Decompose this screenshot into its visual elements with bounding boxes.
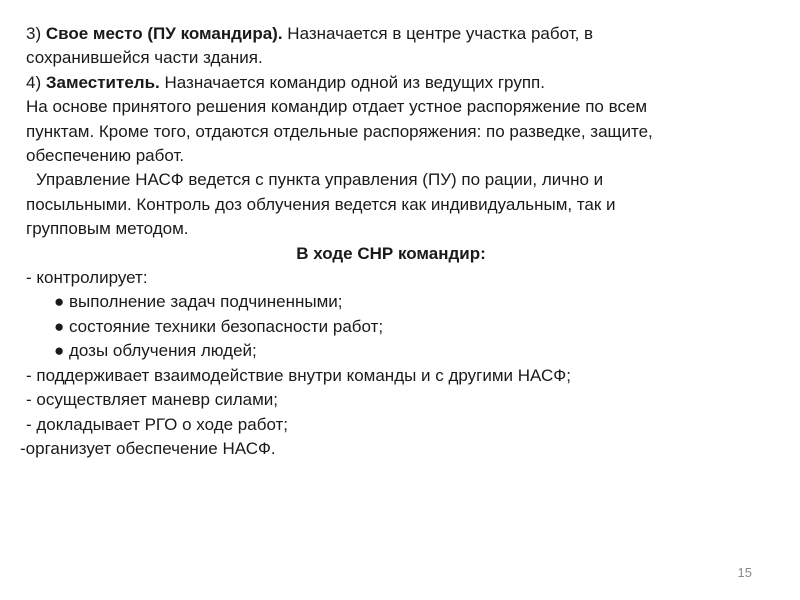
item-4-text: Назначается командир одной из ведущих групп.	[164, 72, 545, 92]
item-4-line	[26, 71, 776, 95]
slide-text-body	[20, 22, 776, 461]
bullet-item: ● выполнение задач подчиненными;	[54, 292, 343, 312]
controls-label: - контролирует:	[26, 268, 148, 288]
section-heading: В ходе СНР командир:	[296, 243, 486, 263]
duty-item: - осуществляет маневр силами;	[26, 390, 279, 410]
paragraph-2-line: групповым методом.	[26, 219, 189, 239]
duty-item: - докладывает РГО о ходе работ;	[26, 414, 289, 434]
item-4-number: 4)	[26, 72, 42, 92]
item-3-title: Свое место (ПУ командира).	[45, 24, 283, 43]
item-3-text: Назначается в центре участка работ, в	[287, 24, 594, 43]
page-number: 15	[737, 565, 752, 580]
duty-item: - поддерживает взаимодействие внутри команды и с другими НАСФ;	[26, 365, 571, 385]
item-4-title: Заместитель.	[45, 72, 160, 92]
paragraph-2-line: посыльными. Контроль доз облучения ведется как индивидуальным, так и	[26, 194, 616, 214]
item-3-line-1	[26, 22, 776, 46]
paragraph-1-line: пунктам. Кроме того, отдаются отдельные распоряжения: по разведке, защите,	[26, 121, 653, 141]
item-3-number: 3)	[26, 24, 42, 43]
paragraph-1-line: На основе принятого решения командир отдает устное распоряжение по всем	[26, 97, 648, 117]
paragraph-2-line: Управление НАСФ ведется с пункта управления (ПУ) по рации, лично и	[36, 170, 604, 190]
item-3-line-2: сохранившейся части здания.	[26, 48, 263, 68]
bullet-item: ● состояние техники безопасности работ;	[54, 316, 384, 336]
bullet-item: ● дозы облучения людей;	[54, 341, 257, 361]
paragraph-1-line: обеспечению работ.	[26, 146, 185, 166]
duty-item-last: -организует обеспечение НАСФ.	[20, 438, 276, 458]
